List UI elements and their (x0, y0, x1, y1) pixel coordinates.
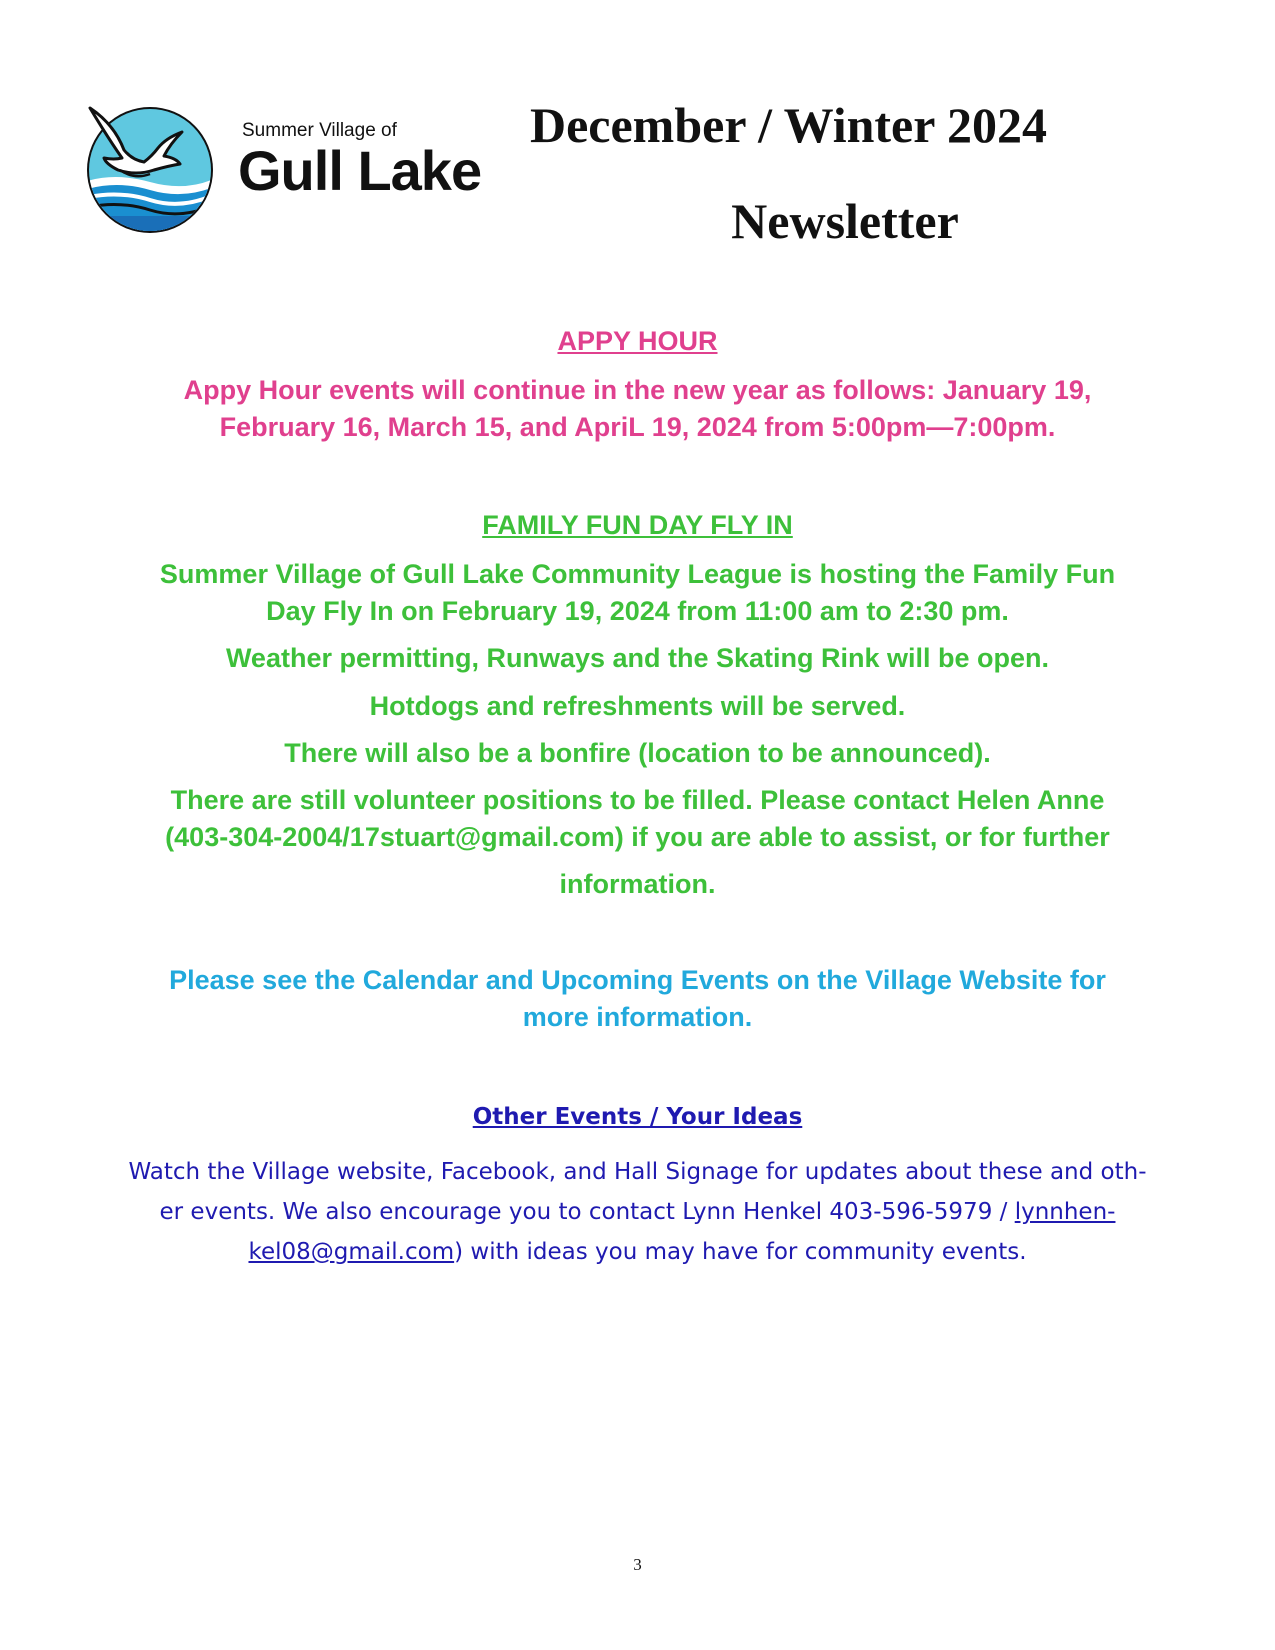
page-number: 3 (633, 1555, 642, 1574)
family-fun-day-section (100, 510, 1175, 541)
other-events-line (100, 1192, 1175, 1232)
weather-note: Weather permitting, Runways and the Skating Rink will be open. (225, 643, 1050, 673)
email-link[interactable]: lynnhen- (1014, 1199, 1116, 1225)
volunteer-line: information. (559, 869, 716, 899)
calendar-note (100, 962, 1175, 1036)
family-fun-day-line: Summer Village of Gull Lake Community League is hosting the Family Fun (159, 559, 1116, 589)
logo-title: Gull Lake (238, 139, 482, 202)
other-events-text: ) with ideas you may have for community events. (454, 1239, 1027, 1265)
family-fun-day-line: Day Fly In on February 19, 2024 from 11:00 am to 2:30 pm. (266, 596, 1009, 626)
family-fun-day-intro (100, 556, 1175, 630)
volunteer-note (100, 782, 1175, 903)
family-fun-day-heading: FAMILY FUN DAY FLY IN (482, 510, 793, 540)
gull-lake-logo (84, 100, 504, 240)
appy-hour-section (100, 326, 1175, 357)
calendar-line: more information. (522, 1002, 753, 1032)
seagull-logo-icon (84, 104, 216, 236)
appy-hour-line: February 16, March 15, and ApriL 19, 2024 from 5:00pm—7:00pm. (219, 412, 1056, 442)
refreshments-note: Hotdogs and refreshments will be served. (369, 691, 906, 721)
bonfire-note: There will also be a bonfire (location to be announced). (284, 738, 991, 768)
logo-subtitle: Summer Village of (242, 120, 397, 141)
other-events-body (100, 1152, 1175, 1272)
other-events-line (100, 1232, 1175, 1272)
email-link[interactable]: kel08@gmail.com (248, 1239, 455, 1265)
other-events-section (100, 1104, 1175, 1130)
other-events-text: er events. We also encourage you to contact Lynn Henkel 403-596-5979 / (159, 1199, 1015, 1225)
other-events-line: Watch the Village website, Facebook, and Hall Signage for updates about these and oth- (128, 1159, 1147, 1185)
appy-hour-line: Appy Hour events will continue in the new year as follows: January 19, (183, 375, 1092, 405)
volunteer-line: There are still volunteer positions to be filled. Please contact Helen Anne (170, 785, 1105, 815)
newsletter-subtitle: Newsletter (731, 193, 959, 249)
calendar-line: Please see the Calendar and Upcoming Events on the Village Website for (169, 965, 1106, 995)
appy-hour-heading: APPY HOUR (557, 326, 718, 356)
other-events-heading: Other Events / Your Ideas (472, 1104, 803, 1130)
newsletter-title: December / Winter 2024 (530, 97, 1048, 153)
volunteer-line: (403-304-2004/17stuart@gmail.com) if you are able to assist, or for further (165, 822, 1110, 852)
appy-hour-body (100, 372, 1175, 446)
